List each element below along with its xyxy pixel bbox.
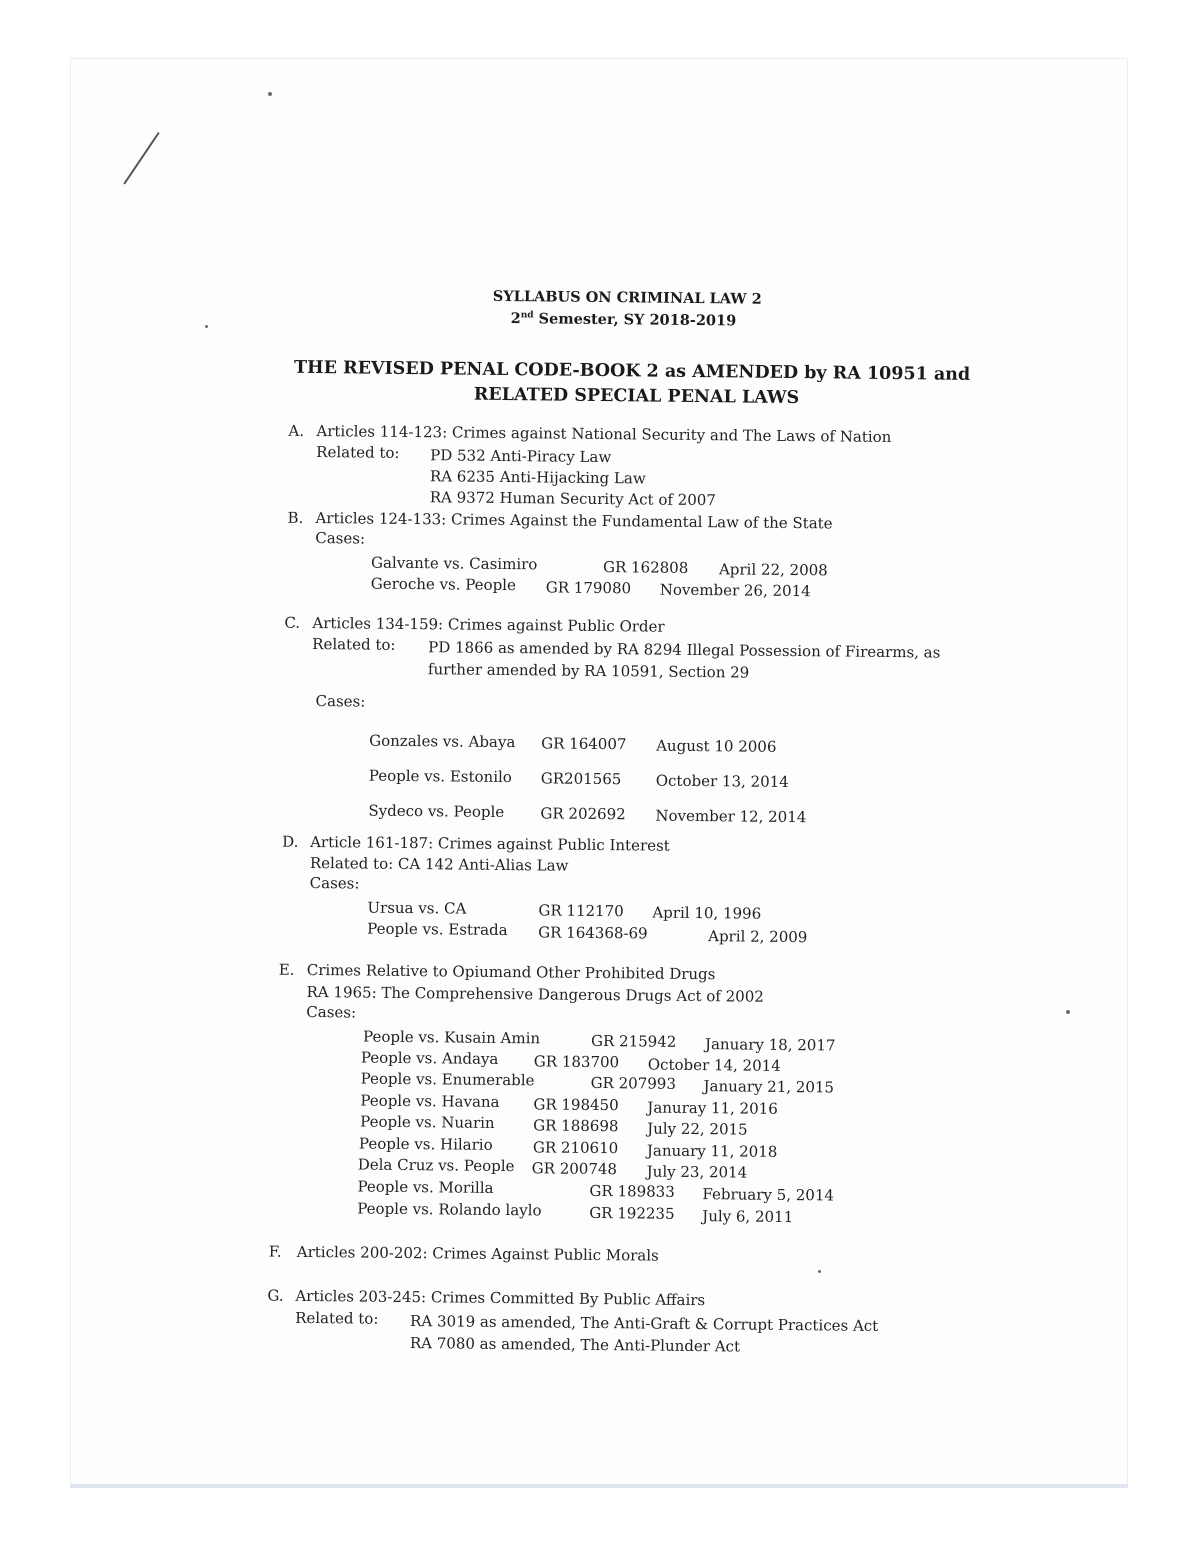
case-name: Dela Cruz vs. People bbox=[357, 1155, 515, 1176]
case-name: Ursua vs. CA bbox=[367, 898, 467, 918]
case-date: January 18, 2017 bbox=[704, 1035, 836, 1055]
case-gr: GR 200748 bbox=[531, 1159, 618, 1179]
section-a-title: Articles 114-123: Crimes against National Security and The Laws of Nation bbox=[316, 422, 892, 447]
section-c-related-line2: further amended by RA 10591, Section 29 bbox=[427, 660, 750, 682]
case-gr: GR 215942 bbox=[590, 1031, 677, 1051]
case-gr: GR 198450 bbox=[533, 1095, 619, 1115]
main-heading-line2: RELATED SPECIAL PENAL LAWS bbox=[473, 384, 800, 409]
case-gr: GR 164368-69 bbox=[538, 923, 648, 943]
case-name: People vs. Nuarin bbox=[360, 1112, 495, 1132]
case-gr: GR 179080 bbox=[545, 578, 632, 598]
case-date: November 26, 2014 bbox=[659, 580, 811, 601]
case-gr: GR 188698 bbox=[533, 1116, 619, 1136]
case-name: People vs. Hilario bbox=[358, 1134, 493, 1154]
section-d-related: Related to: CA 142 Anti-Alias Law bbox=[309, 853, 569, 875]
case-gr: GR 189833 bbox=[589, 1181, 675, 1201]
section-g-title: Articles 203-245: Crimes Committed By Public Affairs bbox=[295, 1286, 706, 1310]
section-e-title: Crimes Relative to Opiumand Other Prohibited Drugs bbox=[306, 960, 716, 984]
section-a-letter: A. bbox=[288, 421, 305, 440]
case-date: August 10 2006 bbox=[656, 736, 777, 756]
case-name: Galvante vs. Casimiro bbox=[370, 553, 538, 574]
case-date: April 10, 1996 bbox=[652, 903, 762, 923]
section-d-title: Article 161-187: Crimes against Public Interest bbox=[310, 832, 670, 855]
section-a-related-item: RA 6235 Anti-Hijacking Law bbox=[429, 467, 646, 488]
section-f-letter: F. bbox=[268, 1242, 282, 1261]
case-name: People vs. Estonilo bbox=[368, 766, 512, 787]
case-date: July 22, 2015 bbox=[647, 1119, 748, 1139]
section-g-letter: G. bbox=[267, 1286, 284, 1305]
section-c-letter: C. bbox=[284, 613, 301, 632]
case-gr: GR 192235 bbox=[589, 1203, 675, 1223]
case-gr: GR201565 bbox=[540, 769, 622, 789]
case-date: April 2, 2009 bbox=[708, 927, 808, 947]
section-d-letter: D. bbox=[282, 832, 299, 851]
case-gr: GR 183700 bbox=[533, 1052, 620, 1072]
case-date: July 23, 2014 bbox=[646, 1162, 748, 1182]
case-gr: GR 112170 bbox=[538, 901, 624, 921]
case-date: January 11, 2018 bbox=[646, 1141, 778, 1161]
semester-line: 2nd Semester, SY 2018-2019 bbox=[510, 310, 737, 330]
case-date: January 21, 2015 bbox=[703, 1077, 835, 1097]
case-date: February 5, 2014 bbox=[702, 1185, 835, 1205]
section-e-cases-label: Cases: bbox=[306, 1002, 357, 1022]
section-f-title: Articles 200-202: Crimes Against Public Morals bbox=[296, 1242, 659, 1265]
section-b-letter: B. bbox=[287, 508, 304, 527]
section-c-related-label: Related to: bbox=[312, 634, 396, 654]
section-c-cases-label: Cases: bbox=[315, 692, 366, 711]
case-name: People vs. Rolando laylo bbox=[357, 1199, 542, 1220]
case-date: July 6, 2011 bbox=[702, 1207, 794, 1227]
section-e-letter: E. bbox=[278, 960, 295, 979]
case-date: October 13, 2014 bbox=[655, 771, 789, 791]
case-name: People vs. Havana bbox=[360, 1091, 500, 1111]
case-name: People vs. Enumerable bbox=[360, 1069, 535, 1090]
case-name: Sydeco vs. People bbox=[368, 801, 505, 821]
section-a-related-label: Related to: bbox=[316, 443, 400, 462]
section-e-law: RA 1965: The Comprehensive Dangerous Drugs Act of 2002 bbox=[306, 982, 764, 1006]
main-heading-line1: THE REVISED PENAL CODE-BOOK 2 as AMENDED by RA 10951 and bbox=[293, 357, 971, 385]
case-gr: GR 210610 bbox=[532, 1138, 619, 1158]
section-g-related-item: RA 7080 as amended, The Anti-Plunder Act bbox=[409, 1334, 741, 1356]
case-name: Gonzales vs. Abaya bbox=[369, 731, 516, 752]
case-name: People vs. Morilla bbox=[357, 1177, 494, 1197]
section-d-cases-label: Cases: bbox=[309, 873, 360, 893]
section-a-related-item: PD 532 Anti-Piracy Law bbox=[430, 446, 612, 467]
section-b-title: Articles 124-133: Crimes Against the Fundamental Law of the State bbox=[315, 509, 833, 533]
case-gr: GR 207993 bbox=[590, 1073, 677, 1093]
case-name: People vs. Kusain Amin bbox=[362, 1027, 541, 1048]
syllabus-title: SYLLABUS ON CRIMINAL LAW 2 bbox=[492, 287, 762, 308]
case-date: October 14, 2014 bbox=[647, 1055, 781, 1075]
case-date: April 22, 2008 bbox=[718, 560, 828, 580]
section-g-related-item: RA 3019 as amended, The Anti-Graft & Corrupt Practices Act bbox=[410, 1312, 879, 1335]
section-a-related-item: RA 9372 Human Security Act of 2007 bbox=[429, 488, 717, 510]
section-c-related-line1: PD 1866 as amended by RA 8294 Illegal Possession of Firearms, as bbox=[428, 638, 941, 662]
case-date: Januray 11, 2016 bbox=[647, 1098, 778, 1118]
case-gr: GR 164007 bbox=[541, 734, 627, 754]
section-b-cases-label: Cases: bbox=[315, 529, 366, 548]
case-name: People vs. Andaya bbox=[360, 1048, 499, 1068]
case-date: November 12, 2014 bbox=[655, 806, 807, 827]
case-gr: GR 202692 bbox=[540, 804, 626, 824]
case-gr: GR 162808 bbox=[602, 558, 689, 577]
section-g-related-label: Related to: bbox=[295, 1308, 379, 1328]
case-name: People vs. Estrada bbox=[367, 919, 508, 940]
case-name: Geroche vs. People bbox=[370, 574, 516, 595]
section-c-title: Articles 134-159: Crimes against Public Order bbox=[312, 613, 665, 636]
